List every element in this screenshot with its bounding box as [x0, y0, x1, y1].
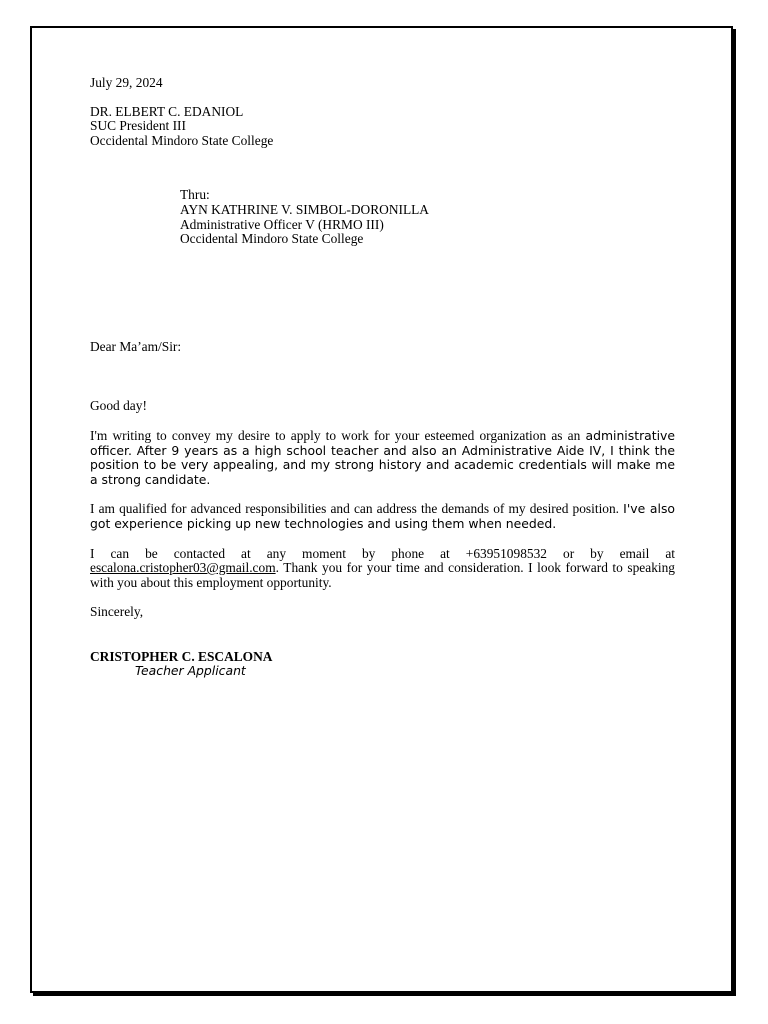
- paragraph-3-lead: I can be contacted at any moment by phone at +63951098532 or by email at: [90, 545, 675, 561]
- recipient-name: DR. ELBERT C. EDANIOL: [90, 103, 244, 119]
- paragraph-2: [90, 502, 675, 531]
- signature-title: Teacher Applicant: [135, 663, 246, 679]
- letter-date: July 29, 2024: [90, 75, 163, 90]
- paragraph-1-lead: I'm writing to convey my desire to apply to work for your esteemed organization as an: [90, 427, 581, 443]
- paragraph-1: [90, 429, 675, 487]
- paragraph-1-rest: administrative officer. After 9 years as a high school teacher and also an Administrative Aide IV, I think the position to be very appealing, and my strong history and academic credentials will make me a strong candidate.: [90, 427, 676, 487]
- email-link[interactable]: escalona.cristopher03@gmail.com: [90, 560, 276, 576]
- paragraph-2-rest: I've also got experience picking up new technologies and using them when needed.: [90, 501, 675, 531]
- recipient-block: [90, 105, 675, 149]
- salutation: Dear Ma’am/Sir:: [90, 338, 182, 354]
- thru-name: AYN KATHRINE V. SIMBOL-DORONILLA: [180, 201, 429, 217]
- signature-name: CRISTOPHER C. ESCALONA: [90, 648, 273, 664]
- closing: Sincerely,: [90, 604, 144, 620]
- signature-block: [90, 650, 675, 679]
- paragraph-2-lead: I am qualified for advanced responsibilities and can address the demands of my desired position.: [90, 501, 620, 517]
- recipient-org: Occidental Mindoro State College: [90, 132, 274, 148]
- thru-label: Thru:: [180, 187, 210, 203]
- greeting: Good day!: [90, 398, 147, 414]
- thru-org: Occidental Mindoro State College: [180, 231, 364, 247]
- paragraph-3: [90, 547, 675, 591]
- paragraph-3-rest: . Thank you for your time and consideration. I look forward to speaking with you about this employment opportunity.: [90, 560, 675, 590]
- thru-title: Administrative Officer V (HRMO III): [180, 216, 384, 232]
- letter-body: [90, 76, 675, 679]
- thru-block: [180, 188, 675, 246]
- recipient-title: SUC President III: [90, 118, 186, 134]
